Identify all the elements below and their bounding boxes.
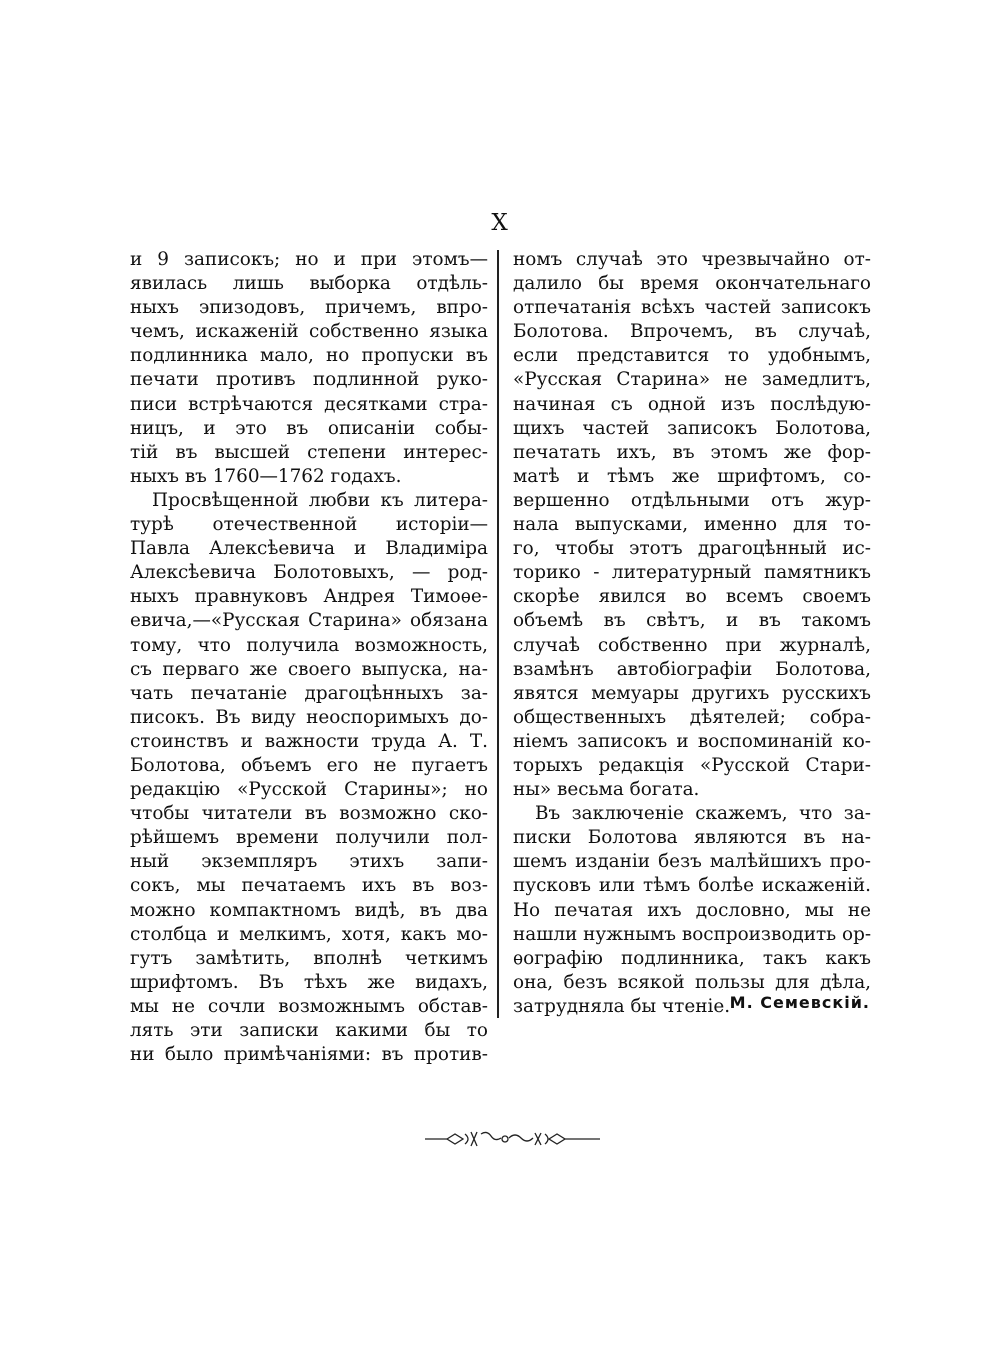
text-line: Болотова, объемъ его не пугаетъ — [130, 754, 488, 776]
text-line: стоинствъ и важности труда А. Т. — [130, 730, 488, 752]
text-line: можно компактномъ видѣ, въ два — [130, 899, 488, 921]
text-line: Просвѣщенной любви къ литера- — [152, 489, 488, 511]
text-line: сокъ, мы печатаемъ ихъ въ воз- — [130, 875, 488, 897]
text-line: вершенно отдѣльными отъ жур- — [513, 489, 871, 511]
text-line: ныхъ въ 1760—1762 годахъ. — [130, 465, 402, 487]
text-line: писи встрѣчаются десятками стра- — [130, 393, 488, 415]
text-line: ни было примѣчаніями: въ против- — [130, 1044, 488, 1066]
text-line: редакцію «Русской Старины»; но — [130, 779, 488, 801]
text-line: явятся мемуары другихъ русскихъ — [513, 682, 871, 704]
text-line: нашли нужнымъ воспроизводить ор- — [513, 923, 872, 945]
text-line: ныхъ правнуковъ Андрея Тимоѳе- — [130, 586, 488, 608]
text-line: ницъ, и это въ описаніи собы- — [130, 417, 488, 439]
text-line: ны» весьма богата. — [513, 779, 700, 801]
text-line: съ перваго же своего выпуска, на- — [130, 658, 488, 680]
text-line: Павла Алексѣевича и Владиміра — [130, 538, 488, 560]
text-line: торико - литературный памятникъ — [513, 562, 871, 584]
text-line: начиная съ одной изъ послѣдую- — [513, 393, 871, 415]
text-line: пусковъ или тѣмъ болѣе искаженій. — [513, 875, 871, 897]
text-line: столбца и мелкимъ, хотя, какъ мо- — [130, 923, 488, 945]
text-line: затрудняла бы чтеніе. — [513, 995, 731, 1017]
text-line: если представится то удобнымъ, — [513, 345, 871, 367]
text-line: торыхъ редакція «Русской Стари- — [513, 754, 871, 776]
text-line: писки Болотова являются въ на- — [513, 827, 871, 849]
text-line: ніемъ записокъ и воспоминаній ко- — [513, 730, 871, 752]
text-line: матѣ и тѣмъ же шрифтомъ, со- — [513, 465, 871, 487]
text-line: далило бы время окончательнаго — [513, 273, 871, 295]
text-line: шрифтомъ. Въ тѣхъ же видахъ, — [130, 971, 488, 993]
text-line: писокъ. Въ виду неоспоримыхъ до- — [130, 706, 488, 728]
left-column — [130, 248, 488, 1067]
text-line: Болотова. Впрочемъ, въ случаѣ, — [513, 321, 871, 343]
text-line: печати противъ подлинной руко- — [130, 369, 488, 391]
text-line: ѳографію подлинника, такъ какъ — [513, 947, 871, 969]
text-line: случаѣ собственно при журналѣ, — [513, 634, 871, 656]
text-line: подлинника мало, но пропуски въ — [130, 345, 488, 367]
text-line: общественныхъ дѣятелей; собра- — [513, 706, 871, 728]
text-line: объемѣ въ свѣтъ, и въ такомъ — [513, 610, 871, 632]
text-line: и 9 записокъ; но и при этомъ— — [130, 249, 488, 270]
text-line: тій въ высшей степени интерес- — [130, 441, 488, 463]
text-line: турѣ отечественной исторіи— — [130, 514, 488, 536]
text-line: тому, что получила возможность, — [130, 634, 488, 656]
text-line: ный экземпляръ этихъ запи- — [130, 851, 488, 873]
text-line: нала выпусками, именно для то- — [513, 514, 871, 536]
text-line: отпечатанія всѣхъ частей записокъ — [513, 297, 871, 319]
text-line: евича,—«Русская Старина» обязана — [130, 610, 488, 632]
text-line: ныхъ эпизодовъ, причемъ, впро- — [130, 297, 488, 319]
column-divider — [497, 250, 499, 1018]
text-line: лять эти записки какими бы то — [130, 1020, 488, 1041]
text-line: Но печатая ихъ дословно, мы не — [513, 899, 871, 921]
text-line: скорѣе явился во всемъ своемъ — [513, 586, 871, 608]
text-line: она, безъ всякой пользы для дѣла, — [513, 971, 871, 993]
text-line: Въ заключеніе скажемъ, что за- — [535, 803, 871, 825]
text-line: рѣйшемъ времени получили пол- — [130, 827, 488, 849]
text-line: «Русская Старина» не замедлитъ, — [513, 369, 871, 391]
text-line: щихъ частей записокъ Болотова, — [513, 417, 871, 439]
ornamental-divider-icon — [425, 1128, 600, 1150]
text-line: печатать ихъ, въ этомъ же фор- — [513, 441, 871, 463]
right-column — [513, 248, 871, 1019]
text-line: шемъ изданіи безъ малѣйшихъ про- — [513, 851, 871, 873]
author-signature: М. Семевскій. — [729, 993, 870, 1012]
text-line: гутъ замѣтить, вполнѣ четкимъ — [130, 947, 488, 969]
text-line: Алексѣевича Болотовыхъ, — род- — [130, 562, 488, 584]
text-line: го, чтобы этотъ драгоцѣнный ис- — [513, 538, 871, 560]
text-line: взамѣнъ автобіографіи Болотова, — [513, 658, 871, 680]
text-line: мы не сочли возможнымъ обстав- — [130, 995, 488, 1017]
text-line: чать печатаніе драгоцѣнныхъ за- — [130, 682, 488, 704]
text-line: номъ случаѣ это чрезвычайно от- — [513, 249, 871, 270]
page-number: X — [491, 210, 509, 236]
text-line: чтобы читатели въ возможно ско- — [130, 803, 488, 825]
text-line: чемъ, искаженій собственно языка — [130, 321, 488, 343]
text-line: явилась лишь выборка отдѣль- — [130, 273, 488, 295]
